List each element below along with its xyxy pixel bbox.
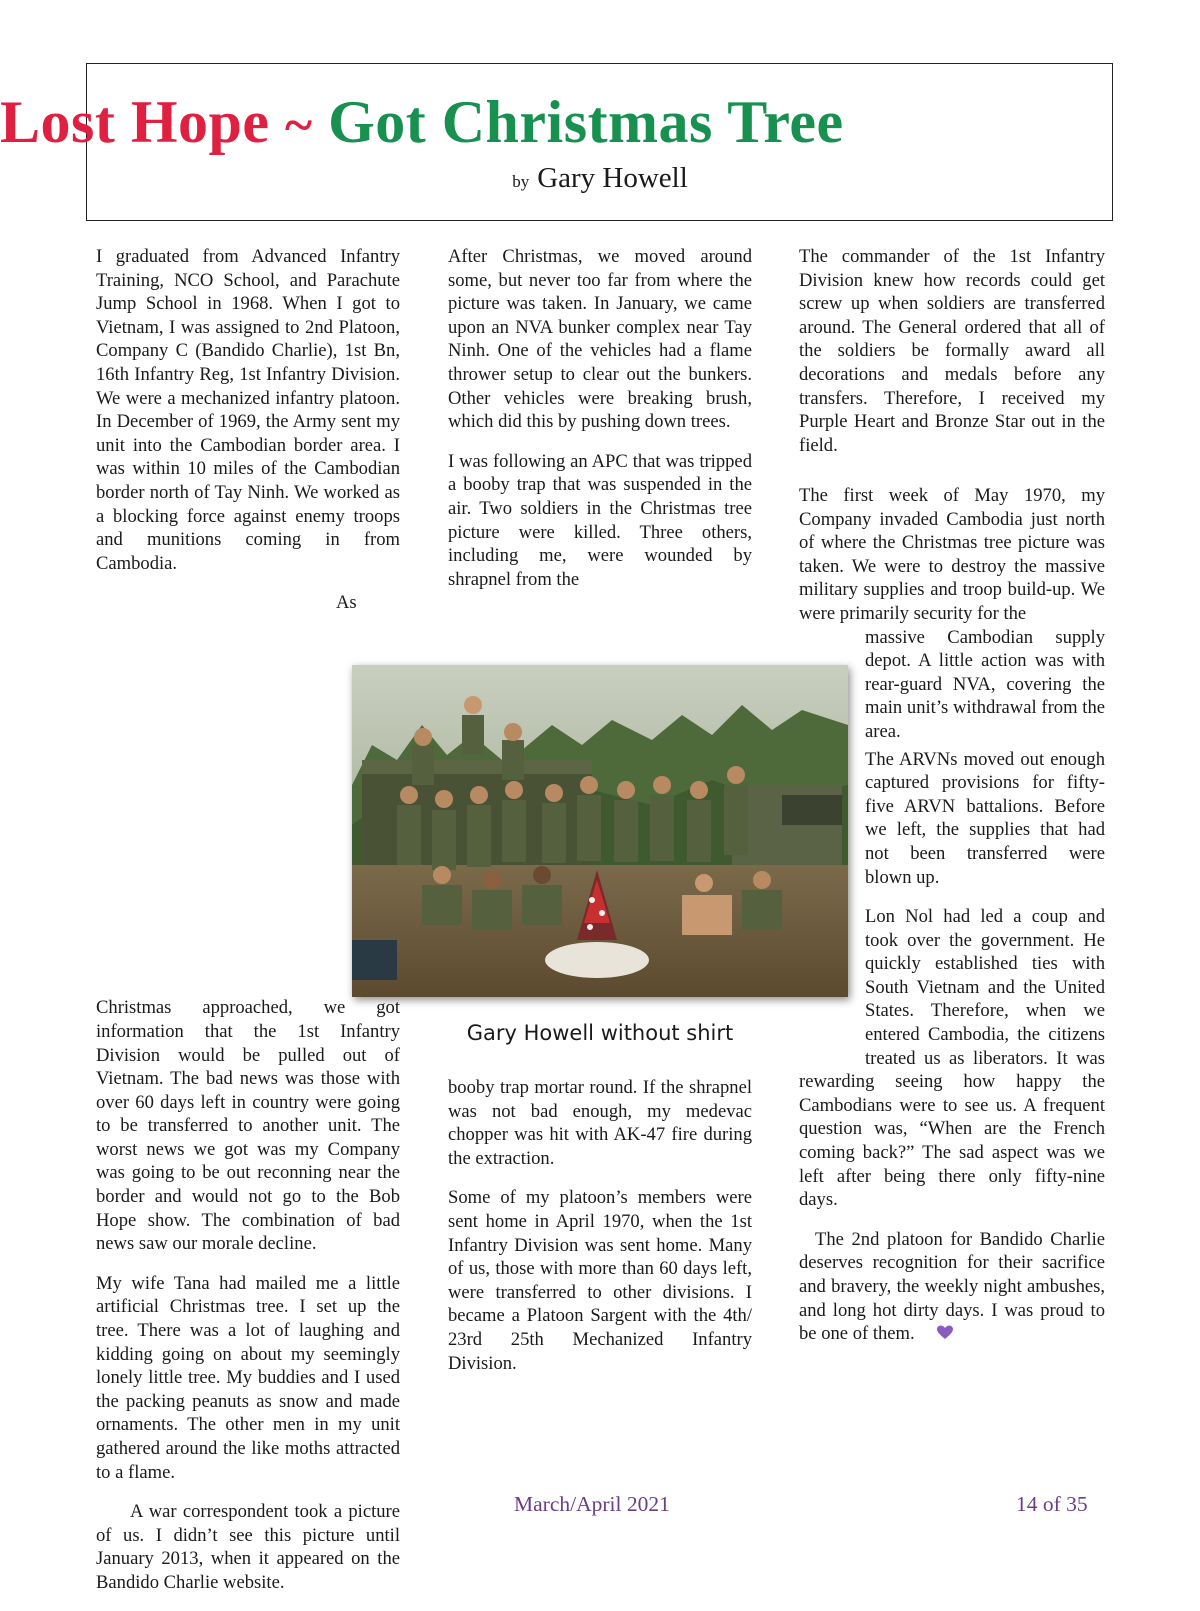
platoon-photo	[352, 665, 848, 997]
issue-date: March/April 2021	[514, 1492, 670, 1516]
paragraph: The ARVNs moved out enough captured provisions for fifty-five ARVN battalions. Before we left, the supplies that had not been transferred were blown up.	[865, 748, 1105, 888]
column-2-top	[448, 245, 752, 607]
photo-caption: Gary Howell without shirt	[466, 1021, 734, 1045]
paragraph: As Christmas approached, we got information that the 1st Infantry Division would be pulled out of Vietnam. The bad news was those with over 60 days left in country were going to be transferred to another unit. The worst news we got was my Company was going to be out reconning near the border and would not go to the Bob Hope show. The combination of bad news saw our morale decline.	[96, 592, 400, 1255]
column-2-bottom	[448, 1076, 752, 1391]
photo-wrap-spacer	[96, 591, 336, 996]
article-title	[0, 89, 1200, 155]
byline-by: by	[512, 172, 530, 191]
title-separator: ~	[285, 97, 313, 154]
paragraph: booby trap mortar round. If the shrapnel was not bad enough, my medevac chopper was hit with AK-47 fire during the extraction.	[448, 1077, 752, 1169]
paragraph: I was following an APC that was tripped a booby trap that was suspended in the air. Two soldiers in the Christmas tree picture were killed. Three others, including me, were wounded by shrapnel from the	[448, 450, 752, 590]
closing-text: The 2nd platoon for Bandido Charlie deserves recognition for their sacrifice and bravery, the weekly night ambushes, and long hot dirty days. I was proud to be one of them.	[799, 1228, 1105, 1345]
paragraph: massive Cambodian supply depot. A little action was with rear-guard NVA, covering the main unit’s withdrawal from the area.	[865, 626, 1105, 742]
paragraph: A war correspondent took a picture of us. I didn’t see this picture until January 2013, when it appeared on the Bandido Charlie website.	[96, 1501, 400, 1593]
paragraph: Lon Nol had led a coup and took over the government. He quickly established ties with South Vietnam and the United States. Therefore, when we entered Cambodia, the citizens treated us as liberators. It was rewarding seeing how happy the Cambodians were to see us. A frequent question was, “When are the French coming back?” The sad aspect was we left after being there only fifty-nine days.	[799, 906, 1105, 1211]
page-number: 14 of 35	[1016, 1492, 1088, 1516]
title-green-part: Got Christmas Tree	[328, 89, 844, 155]
paragraph: My wife Tana had mailed me a little artificial Christmas tree. I set up the tree. There was a lot of laughing and kidding going on about my seemingly lonely little tree. My buddies and I used the packing peanuts as snow and made ornaments. The other men in my unit gathered around the like moths attracted to a flame.	[96, 1272, 400, 1483]
author-name: Gary Howell	[537, 162, 688, 194]
title-red-part: Lost Hope	[0, 89, 270, 155]
paragraph: The first week of May 1970, my Company invaded Cambodia just north of where the Christmas tree picture was taken. We were to destroy the massive military supplies and troop build-up. We were primarily security for the	[799, 485, 1105, 624]
paragraph: I graduated from Advanced Infantry Training, NCO School, and Parachute Jump School in 1968. When I got to Vietnam, I was assigned to 2nd Platoon, Company C (Bandido Charlie), 1st Bn, 16th Infantry Reg, 1st Infantry Division. We were a mechanized infantry platoon. In December of 1969, the Army sent my unit into the Cambodian border area. I was within 10 miles of the Cambodian border north of Tay Ninh. We worked as a blocking force against enemy troops and munitions coming in from Cambodia.	[96, 246, 400, 574]
byline	[0, 162, 1200, 195]
paragraph: The commander of the 1st Infantry Division knew how records could get screw up when soldiers are transferred around. The General ordered that all of the soldiers be formally award all decorations and medals before any transfers. Therefore, I received my Purple Heart and Bronze Star out in the field.	[799, 246, 1105, 456]
heart-icon	[921, 1323, 953, 1347]
platoon-photo-illustration	[352, 665, 848, 997]
column-3-top	[799, 245, 1105, 461]
paragraph	[799, 1228, 1105, 1347]
paragraph: After Christmas, we moved around some, but never too far from where the picture was taken. In January, we came upon an NVA bunker complex near Tay Ninh. One of the vehicles had a flame thrower setup to clear out the bunkers. Other vehicles were breaking brush, which did this by pushing down trees.	[448, 246, 752, 433]
paragraph: Some of my platoon’s members were sent home in April 1970, when the 1st Infantry Division was sent home. Many of us, those with more than 60 days left, were transferred to other divisions. I became a Platoon Sargent with the 4th/ 23rd 25th Mechanized Infantry Division.	[448, 1187, 752, 1374]
